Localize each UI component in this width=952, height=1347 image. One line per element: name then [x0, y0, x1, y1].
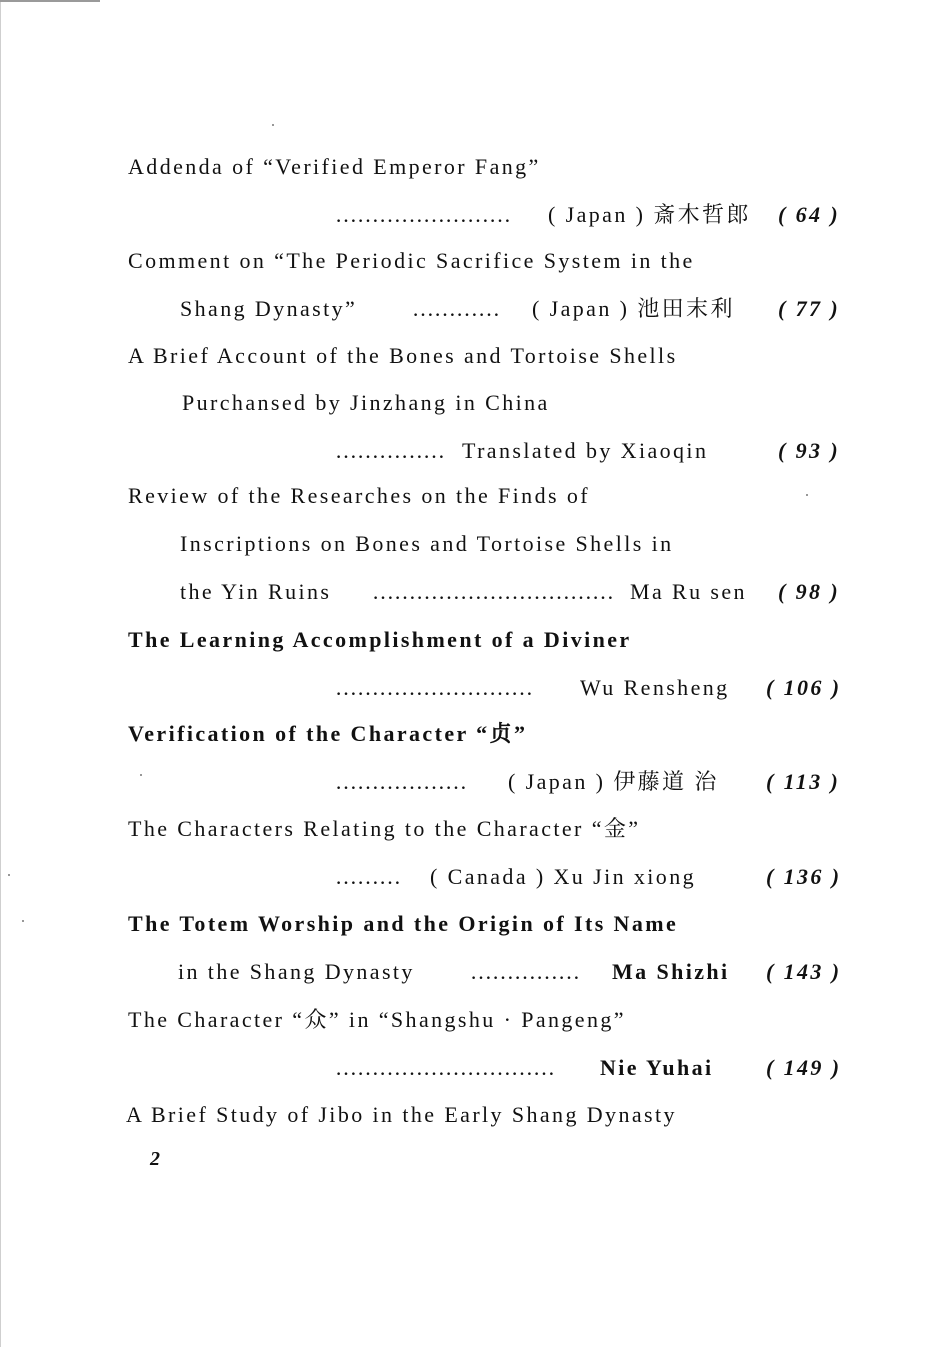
entry-page-number: ( 64 ): [778, 202, 841, 227]
toc-entry-title: [0, 1098, 952, 1132]
entry-page-number: ( 136 ): [766, 864, 842, 889]
toc-entry-title: [0, 623, 952, 657]
dot-leader: ……………………………: [372, 579, 614, 604]
dot-leader: ………: [335, 864, 401, 889]
scan-speck: [272, 124, 274, 126]
toc-entry-attribution: [0, 1051, 952, 1085]
entry-title-line: Purchansed by Jinzhang in China: [182, 390, 550, 415]
toc-entry-title: [0, 527, 952, 561]
toc-entry-title: [0, 717, 952, 751]
entry-page-number: ( 143 ): [766, 959, 842, 984]
toc-entry-title: [0, 907, 952, 941]
entry-page-number: ( 106 ): [766, 675, 842, 700]
dot-leader: ……………: [335, 438, 445, 463]
toc-entry-title: [0, 339, 952, 373]
entry-page-number: ( 93 ): [778, 438, 841, 463]
entry-title-line: The Character “众” in “Shangshu · Pangeng”: [128, 1007, 626, 1032]
entry-page-number: ( 77 ): [778, 296, 841, 321]
entry-author: ( Canada ) Xu Jin xiong: [430, 864, 696, 889]
entry-title-line: Addenda of “Verified Emperor Fang”: [128, 154, 541, 179]
entry-author: Ma Ru sen: [630, 579, 747, 604]
dot-leader: ……………………: [335, 202, 511, 227]
entry-page-number: ( 113 ): [766, 769, 841, 794]
entry-title-line: The Totem Worship and the Origin of Its Name: [128, 911, 679, 936]
entry-page-number: ( 149 ): [766, 1055, 842, 1080]
dot-leader: ……………: [470, 959, 580, 984]
entry-title-line: A Brief Study of Jibo in the Early Shang Dynasty: [126, 1102, 677, 1127]
entry-author: ( Japan ) 伊藤道 治: [508, 769, 719, 794]
entry-title-line: the Yin Ruins: [180, 579, 332, 604]
toc-entry-attribution: [0, 860, 952, 894]
entry-author: Ma Shizhi: [612, 959, 730, 984]
entry-author: Translated by Xiaoqin: [462, 438, 709, 463]
entry-title-line: A Brief Account of the Bones and Tortoise Shells: [128, 343, 678, 368]
entry-author: ( Japan ) 池田末利: [532, 296, 735, 321]
entry-title-line: Inscriptions on Bones and Tortoise Shells in: [180, 531, 674, 556]
entry-author: Nie Yuhai: [600, 1055, 714, 1080]
toc-entry-title: [0, 1003, 952, 1037]
dot-leader: …………: [412, 296, 500, 321]
entry-title-line: The Learning Accomplishment of a Diviner: [128, 627, 632, 652]
entry-title-line: The Characters Relating to the Character “金”: [128, 816, 641, 841]
entry-author: ( Japan ) 斎木哲郎: [548, 202, 751, 227]
toc-entry-title: [0, 150, 952, 184]
dot-leader: …………………………: [335, 1055, 555, 1080]
page-number: 2: [150, 1148, 160, 1170]
entry-title-line: Shang Dynasty”: [180, 296, 358, 321]
toc-entry-title: [0, 386, 952, 420]
entry-title-line: Comment on “The Periodic Sacrifice System in the: [128, 248, 695, 273]
toc-entry-attribution: [0, 198, 952, 232]
entry-title-line: Review of the Researches on the Finds of: [128, 483, 590, 508]
toc-entry-attribution: [0, 434, 952, 468]
dot-leader: ………………………: [335, 675, 533, 700]
entry-page-number: ( 98 ): [778, 579, 841, 604]
entry-title-line: Verification of the Character “贞”: [128, 721, 528, 746]
toc-entry-title: [0, 479, 952, 513]
toc-entry-title: [0, 812, 952, 846]
toc-entry-title: [0, 955, 952, 989]
entry-author: Wu Rensheng: [580, 675, 730, 700]
toc-entry-title: [0, 292, 952, 326]
page-edge-top: [0, 0, 100, 2]
toc-entry-title: [0, 575, 952, 609]
toc-entry-attribution: [0, 671, 952, 705]
toc-entry-attribution: [0, 765, 952, 799]
entry-title-line: in the Shang Dynasty: [178, 959, 415, 984]
toc-entry-title: [0, 244, 952, 278]
dot-leader: ………………: [335, 769, 467, 794]
